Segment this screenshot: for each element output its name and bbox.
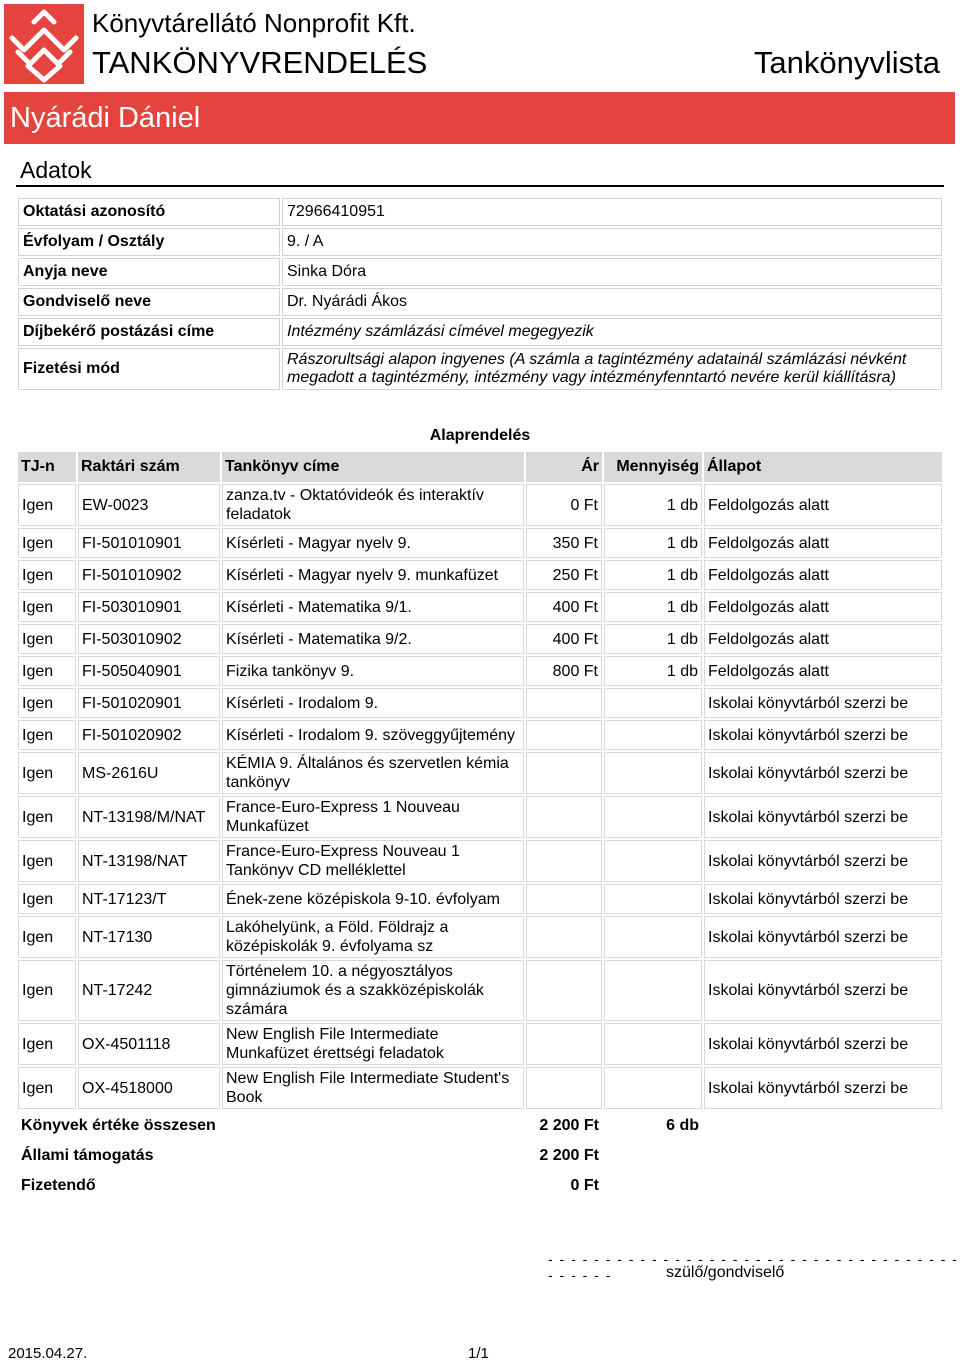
detail-label: Oktatási azonosító: [18, 198, 280, 226]
order-cell-status: Feldolgozás alatt: [704, 624, 942, 654]
detail-label: Évfolyam / Osztály: [18, 228, 280, 256]
detail-value: Dr. Nyárádi Ákos: [282, 288, 942, 316]
totals-row: [18, 1141, 942, 1169]
order-cell-tj: Igen: [18, 656, 76, 686]
order-cell-price: [526, 1023, 602, 1065]
order-cell-code: FI-501010901: [78, 528, 220, 558]
totals-label: Könyvek értéke összesen: [21, 1116, 216, 1134]
order-cell-price: [526, 840, 602, 882]
totals-spacer: [704, 1111, 942, 1139]
totals-row: [18, 1171, 942, 1199]
order-cell-quantity: 1 db: [604, 560, 702, 590]
order-cell-title: Történelem 10. a négyosztályos gimnáziumok és a szakközépiskolák számára: [222, 960, 524, 1021]
table-row: [18, 1067, 942, 1109]
order-cell-quantity: [604, 884, 702, 914]
order-cell-tj: Igen: [18, 884, 76, 914]
order-cell-quantity: 1 db: [604, 484, 702, 526]
order-cell-code: FI-501010902: [78, 560, 220, 590]
table-row: [18, 624, 942, 654]
table-row: [18, 560, 942, 590]
order-cell-status: Iskolai könyvtárból szerzi be: [704, 840, 942, 882]
details-row: [18, 198, 942, 226]
totals-quantity: [604, 1141, 702, 1169]
totals-row: [18, 1111, 942, 1139]
order-cell-quantity: [604, 960, 702, 1021]
column-header-code: Raktári szám: [78, 452, 220, 482]
order-cell-quantity: 1 db: [604, 592, 702, 622]
order-cell-quantity: [604, 840, 702, 882]
signature-line: - - - - - - - - - - - - - - - - - - - - - - - - - - - - - - - - - - - - - - - - - -: [548, 1251, 959, 1283]
order-cell-quantity: [604, 916, 702, 958]
order-cell-code: FI-501020901: [78, 688, 220, 718]
order-cell-price: [526, 688, 602, 718]
order-cell-code: OX-4518000: [78, 1067, 220, 1109]
order-cell-tj: Igen: [18, 688, 76, 718]
order-cell-title: Kísérleti - Matematika 9/1.: [222, 592, 524, 622]
order-cell-title: Kísérleti - Magyar nyelv 9.: [222, 528, 524, 558]
detail-label: Anyja neve: [18, 258, 280, 286]
order-cell-tj: Igen: [18, 528, 76, 558]
order-cell-tj: Igen: [18, 1067, 76, 1109]
table-row: [18, 1023, 942, 1065]
totals-spacer: [704, 1171, 942, 1199]
totals-label: Állami támogatás: [21, 1146, 154, 1164]
column-header-price: Ár: [526, 452, 602, 482]
order-cell-quantity: [604, 1023, 702, 1065]
order-cell-quantity: [604, 688, 702, 718]
order-cell-title: Kísérleti - Magyar nyelv 9. munkafüzet: [222, 560, 524, 590]
order-cell-price: 800 Ft: [526, 656, 602, 686]
order-cell-title: KÉMIA 9. Általános és szervetlen kémia tankönyv: [222, 752, 524, 794]
order-cell-code: FI-505040901: [78, 656, 220, 686]
order-cell-tj: Igen: [18, 624, 76, 654]
order-cell-status: Feldolgozás alatt: [704, 484, 942, 526]
order-cell-price: 250 Ft: [526, 560, 602, 590]
order-cell-status: Iskolai könyvtárból szerzi be: [704, 752, 942, 794]
table-row: [18, 840, 942, 882]
order-cell-code: EW-0023: [78, 484, 220, 526]
footer-date: 2015.04.27.: [8, 1345, 88, 1362]
order-cell-status: Feldolgozás alatt: [704, 560, 942, 590]
detail-value: Intézmény számlázási címével megegyezik: [282, 318, 942, 346]
order-cell-price: [526, 884, 602, 914]
order-cell-code: FI-503010901: [78, 592, 220, 622]
order-cell-code: NT-17130: [78, 916, 220, 958]
order-cell-status: Iskolai könyvtárból szerzi be: [704, 1067, 942, 1109]
detail-value: 9. / A: [282, 228, 942, 256]
kello-logo-icon: [4, 4, 84, 84]
order-header-row: [18, 452, 942, 482]
order-cell-tj: Igen: [18, 484, 76, 526]
order-cell-title: New English File Intermediate Munkafüzet érettségi feladatok: [222, 1023, 524, 1065]
order-cell-price: [526, 720, 602, 750]
order-cell-code: OX-4501118: [78, 1023, 220, 1065]
column-header-title: Tankönyv címe: [222, 452, 524, 482]
order-cell-status: Feldolgozás alatt: [704, 656, 942, 686]
order-cell-price: 0 Ft: [526, 484, 602, 526]
order-cell-code: NT-17123/T: [78, 884, 220, 914]
table-row: [18, 752, 942, 794]
detail-value: Sinka Dóra: [282, 258, 942, 286]
footer-page-number: 1/1: [468, 1345, 489, 1362]
order-cell-tj: Igen: [18, 916, 76, 958]
order-cell-title: France-Euro-Express 1 Nouveau Munkafüzet: [222, 796, 524, 838]
column-header-tj: TJ-n: [18, 452, 76, 482]
order-cell-price: 400 Ft: [526, 592, 602, 622]
order-cell-price: 350 Ft: [526, 528, 602, 558]
order-cell-status: Iskolai könyvtárból szerzi be: [704, 688, 942, 718]
order-cell-price: [526, 960, 602, 1021]
detail-label: Díjbekérő postázási címe: [18, 318, 280, 346]
totals-label: Fizetendő: [21, 1176, 96, 1194]
order-cell-price: [526, 752, 602, 794]
order-cell-quantity: [604, 1067, 702, 1109]
organization-name: Könyvtárellátó Nonprofit Kft.: [92, 8, 416, 38]
detail-value: 72966410951: [282, 198, 942, 226]
totals-spacer: [704, 1141, 942, 1169]
order-cell-code: NT-13198/NAT: [78, 840, 220, 882]
signature-label: szülő/gondviselő: [666, 1264, 785, 1281]
details-section-title: Adatok: [20, 157, 92, 183]
student-name: Nyárádi Dániel: [10, 102, 201, 134]
document-subtitle: TANKÖNYVRENDELÉS: [92, 45, 428, 80]
detail-value: Rászorultsági alapon ingyenes (A számla a tagintézmény adatainál számlázási névként megadott a tagintézmény, intézmény vagy intézményfenntartó nevére kerül kiállításra): [282, 348, 942, 390]
order-cell-price: [526, 1067, 602, 1109]
order-cell-quantity: [604, 720, 702, 750]
order-cell-code: MS-2616U: [78, 752, 220, 794]
details-row: [18, 318, 942, 346]
order-cell-code: FI-503010902: [78, 624, 220, 654]
order-cell-status: Iskolai könyvtárból szerzi be: [704, 796, 942, 838]
order-cell-tj: Igen: [18, 960, 76, 1021]
order-cell-title: Fizika tankönyv 9.: [222, 656, 524, 686]
order-cell-status: Iskolai könyvtárból szerzi be: [704, 916, 942, 958]
order-cell-title: Ének-zene középiskola 9-10. évfolyam: [222, 884, 524, 914]
document-title: Tankönyvlista: [753, 45, 940, 80]
details-table: [16, 196, 944, 392]
order-cell-status: Iskolai könyvtárból szerzi be: [704, 960, 942, 1021]
order-cell-price: [526, 916, 602, 958]
details-row: [18, 258, 942, 286]
order-table: [16, 450, 944, 1201]
totals-quantity: 6 db: [666, 1116, 699, 1134]
order-cell-title: Lakóhelyünk, a Föld. Földrajz a középiskolák 9. évfolyama sz: [222, 916, 524, 958]
order-section-title: Alaprendelés: [429, 427, 531, 444]
totals-quantity: [604, 1171, 702, 1199]
totals-amount: 2 200 Ft: [539, 1146, 599, 1164]
table-row: [18, 484, 942, 526]
order-cell-quantity: [604, 752, 702, 794]
table-row: [18, 796, 942, 838]
order-cell-quantity: [604, 796, 702, 838]
detail-label: Gondviselő neve: [18, 288, 280, 316]
order-cell-code: NT-13198/M/NAT: [78, 796, 220, 838]
table-row: [18, 960, 942, 1021]
order-cell-tj: Igen: [18, 796, 76, 838]
order-cell-title: zanza.tv - Oktatóvideók és interaktív feladatok: [222, 484, 524, 526]
table-row: [18, 528, 942, 558]
column-header-status: Állapot: [704, 452, 942, 482]
table-row: [18, 720, 942, 750]
table-row: [18, 656, 942, 686]
order-cell-status: Feldolgozás alatt: [704, 528, 942, 558]
table-row: [18, 592, 942, 622]
order-cell-tj: Igen: [18, 592, 76, 622]
totals-amount: 2 200 Ft: [539, 1116, 599, 1134]
order-cell-title: Kísérleti - Matematika 9/2.: [222, 624, 524, 654]
order-cell-tj: Igen: [18, 840, 76, 882]
section-divider: [16, 185, 944, 187]
table-row: [18, 688, 942, 718]
column-header-quantity: Mennyiség: [604, 452, 702, 482]
order-cell-title: France-Euro-Express Nouveau 1 Tankönyv CD melléklettel: [222, 840, 524, 882]
order-cell-title: Kísérleti - Irodalom 9.: [222, 688, 524, 718]
order-cell-tj: Igen: [18, 560, 76, 590]
order-cell-tj: Igen: [18, 720, 76, 750]
order-cell-tj: Igen: [18, 1023, 76, 1065]
order-cell-price: [526, 796, 602, 838]
details-row: [18, 348, 942, 390]
order-cell-code: FI-501020902: [78, 720, 220, 750]
order-cell-quantity: 1 db: [604, 528, 702, 558]
order-cell-code: NT-17242: [78, 960, 220, 1021]
table-row: [18, 884, 942, 914]
order-cell-status: Iskolai könyvtárból szerzi be: [704, 720, 942, 750]
detail-label: Fizetési mód: [18, 348, 280, 390]
order-cell-quantity: 1 db: [604, 624, 702, 654]
order-cell-status: Iskolai könyvtárból szerzi be: [704, 884, 942, 914]
order-cell-quantity: 1 db: [604, 656, 702, 686]
totals-amount: 0 Ft: [570, 1176, 599, 1194]
order-cell-tj: Igen: [18, 752, 76, 794]
details-row: [18, 288, 942, 316]
order-cell-status: Iskolai könyvtárból szerzi be: [704, 1023, 942, 1065]
order-cell-title: Kísérleti - Irodalom 9. szöveggyűjtemény: [222, 720, 524, 750]
details-row: [18, 228, 942, 256]
student-name-banner: [4, 92, 955, 144]
order-cell-title: New English File Intermediate Student's Book: [222, 1067, 524, 1109]
order-cell-status: Feldolgozás alatt: [704, 592, 942, 622]
order-cell-price: 400 Ft: [526, 624, 602, 654]
table-row: [18, 916, 942, 958]
